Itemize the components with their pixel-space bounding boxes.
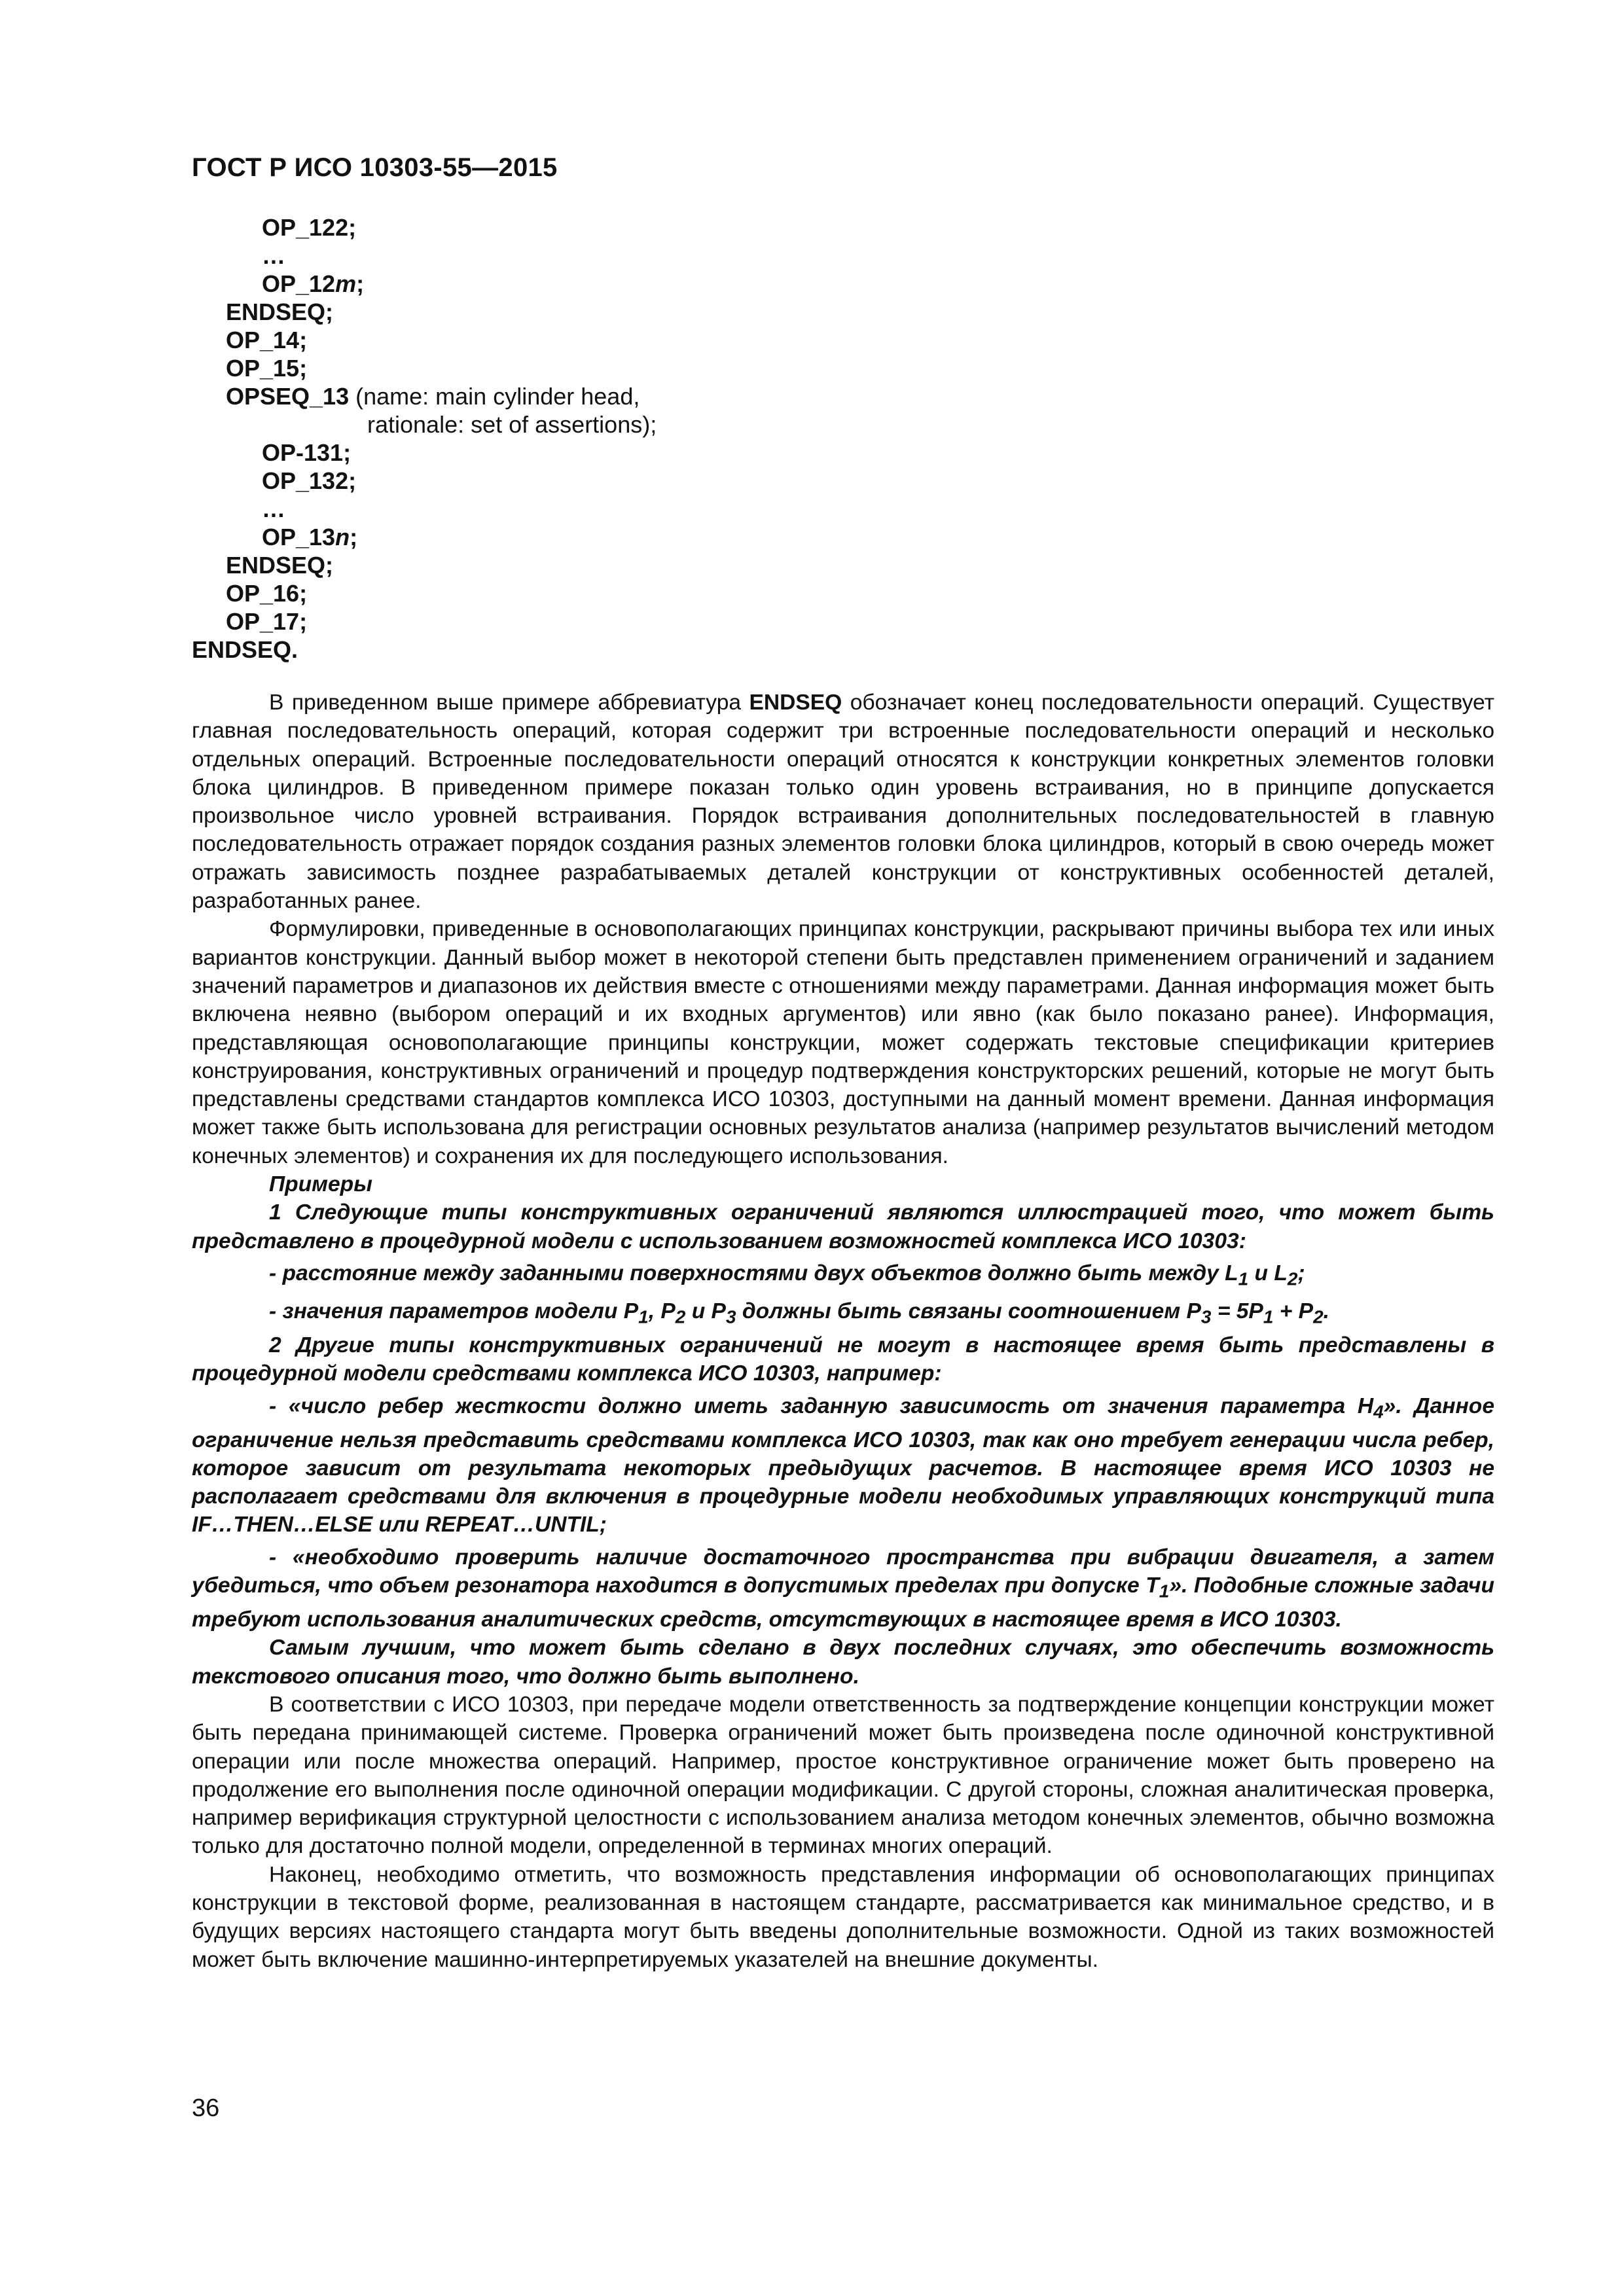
code-line: rationale: set of assertions); — [367, 411, 657, 438]
examples-title: Примеры — [269, 1172, 372, 1197]
code-line: OP-131; — [262, 439, 352, 466]
code-line: … — [262, 495, 285, 522]
subscript: 3 — [1200, 1306, 1212, 1327]
subscript: 1 — [1159, 1581, 1170, 1602]
text-run: ENDSEQ — [749, 691, 842, 715]
text-run: , P — [648, 1299, 676, 1323]
document-header: ГОСТ Р ИСО 10303-55—2015 — [192, 153, 558, 182]
bullet-item — [192, 1297, 1494, 1331]
code-line: … — [262, 242, 285, 269]
subscript: 1 — [638, 1306, 649, 1327]
code-line — [192, 382, 657, 410]
text-run: - «необходимо проверить наличие достаточного пространства при вибрации двигателя, а затем убедиться, что объем резонатора находится в допустимых пределах при допуске T — [192, 1545, 1494, 1598]
paragraph: Наконец, необходимо отметить, что возможность представления информации об основополагающих принципах конструкции в текстовой форме, реализованная в настоящем стандарте, рассматривается как минимальное средство, и в будущих версиях настоящего стандарта могут быть введены дополнительные возможности. Одной из таких возможностей может быть включение машинно-интерпретируемых указателей на внешние документы. — [192, 1862, 1494, 1972]
subscript: 2 — [675, 1306, 686, 1327]
text-run: - значения параметров модели P — [269, 1299, 639, 1323]
code-line: OP_17; — [226, 608, 308, 635]
code-variable: m — [335, 270, 357, 297]
subscript: 1 — [1238, 1268, 1249, 1289]
bullet-item — [192, 1543, 1494, 1634]
example-paragraph: 1 Следующие типы конструктивных ограничений являются иллюстрацией того, что может быть представлено в процедурной модели с использованием возможностей комплекса ИСО 10303: — [192, 1200, 1494, 1253]
code-line — [192, 523, 657, 551]
subscript: 2 — [1287, 1268, 1298, 1289]
text-run: В приведенном выше примере аббревиатура — [269, 691, 749, 715]
paragraph: В соответствии с ИСО 10303, при передаче модели ответственность за подтверждение концепции конструкции может быть передана принимающей системе. Проверка ограничений может быть произведена после одиночной конструктивной операции или после множества операций. Например, простое конструктивное ограничение может быть проверено на продолжение его выполнения после одиночной операции модификации. С другой стороны, сложная аналитическая проверка, например верификация структурной целостности с использованием анализа методом конечных элементов, обычно возможна только для достаточно полной модели, определенной в терминах многих операций. — [192, 1692, 1494, 1859]
text-run: ; — [1297, 1261, 1305, 1285]
text-run: + P — [1273, 1299, 1314, 1323]
code-line: ENDSEQ; — [226, 552, 334, 579]
text-run: ». Данное ограничение нельзя представить средствами комплекса ИСО 10303, так как оно требует генерации числа ребер, которое зависит от результата некоторых предыдущих расчетов. В настоящее время ИСО 10303 не располагает средствами для включения в процедурные модели необходимых управляющих конструкций типа IF…THEN…ELSE или REPEAT…UNTIL; — [192, 1393, 1494, 1537]
text-run: должны быть связаны соотношением P — [736, 1299, 1201, 1323]
code-line: OP_16; — [226, 580, 308, 607]
page-number: 36 — [192, 2094, 220, 2122]
code-variable: n — [335, 524, 350, 550]
body-text — [192, 689, 1494, 1974]
code-line: OP_15; — [226, 355, 308, 382]
text-run: = 5P — [1211, 1299, 1263, 1323]
code-line: ENDSEQ; — [226, 298, 334, 325]
subscript: 3 — [725, 1306, 736, 1327]
code-text: ; — [356, 270, 365, 297]
example-paragraph: Самым лучшим, что может быть сделано в двух последних случаях, это обеспечить возможность текстового описания того, что должно быть выполнено. — [192, 1636, 1494, 1689]
text-run: - «число ребер жесткости должно иметь заданную зависимость от значения параметра H — [269, 1393, 1374, 1418]
text-run: ». Подобные сложные задачи требуют использования аналитических средств, отсутствующих в настоящее время в ИСО 10303. — [192, 1573, 1495, 1632]
code-keyword: OPSEQ_13 — [226, 383, 350, 410]
text-run: - расстояние между заданными поверхностями двух объектов должно быть между L — [269, 1261, 1238, 1285]
example-paragraph: 2 Другие типы конструктивных ограничений не могут в настоящее время быть представлены в процедурной модели средствами комплекса ИСО 10303, например: — [192, 1333, 1494, 1386]
code-text: OP_13 — [262, 524, 336, 550]
subscript: 1 — [1263, 1306, 1274, 1327]
code-line: OP_122; — [262, 214, 357, 241]
paragraph — [192, 689, 1494, 915]
subscript: 4 — [1373, 1401, 1384, 1422]
text-run: . — [1323, 1299, 1329, 1323]
text-run: и L — [1248, 1261, 1288, 1285]
code-line: ENDSEQ. — [192, 636, 298, 663]
code-text: OP_12 — [262, 270, 336, 297]
paragraph: Формулировки, приведенные в основополагающих принципах конструкции, раскрывают причины выбора тех или иных вариантов конструкции. Данный выбор может в некоторой степени быть представлен применением ограничений и заданием значений параметров и диапазонов их действия вместе с отношениями между параметрами. Данная информация может быть включена неявно (выбором операций и их входных аргументов) или явно (как было показано ранее). Информация, представляющая основополагающие принципы конструкции, может содержать текстовые спецификации критериев конструирования, конструктивных ограничений и процедур подтверждения конструкторских решений, которые не могут быть представлены средствами стандартов комплекса ИСО 10303, доступными на данный момент времени. Данная информация может также быть использована для регистрации основных результатов анализа (например результатов вычислений методом конечных элементов) и сохранения их для последующего использования. — [192, 917, 1494, 1168]
text-run: и P — [685, 1299, 726, 1323]
code-line: OP_14; — [226, 327, 308, 353]
bullet-item — [192, 1259, 1494, 1293]
code-line: OP_132; — [262, 467, 357, 494]
code-note: (name: main cylinder head, — [355, 383, 640, 410]
bullet-item — [192, 1392, 1494, 1539]
code-listing — [192, 213, 657, 664]
code-text: ; — [350, 524, 358, 550]
code-line — [192, 270, 657, 298]
subscript: 2 — [1313, 1306, 1324, 1327]
text-run: обозначает конец последовательности операций. Существует главная последовательность операций, которая содержит три встроенные последовательности операций и несколько отдельных операций. Встроенные последовательности операций относятся к конструкции конкретных элементов головки блока цилиндров. В приведенном примере показан только один уровень встраивания, но в принципе допускается произвольное число уровней встраивания. Порядок встраивания дополнительных последовательностей в главную последовательность отражает порядок создания разных элементов головки блока цилиндров, который в свою очередь может отражать зависимость позднее разрабатываемых деталей конструкции от конструктивных особенностей деталей, разработанных ранее. — [192, 691, 1494, 914]
